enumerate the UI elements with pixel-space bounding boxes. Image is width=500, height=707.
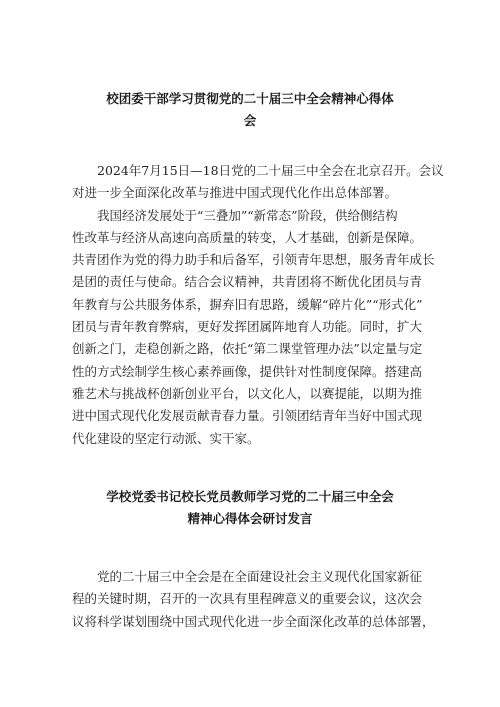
- text-line: 程的关键时期，召开的一次具有里程碑意义的重要会议，这次会: [72, 591, 423, 607]
- article-body-2: [72, 566, 435, 633]
- text-line: 性改革与经济从高速向高质量的转变，人才基础，创新是保障。: [72, 229, 423, 245]
- article-title-2: [70, 486, 430, 530]
- text-line: 雅艺术与挑战杯创新创业平台，以文化人，以赛提能，以期为推: [72, 385, 423, 401]
- title-line: 校团委干部学习贯彻党的二十届三中全会精神心得体: [106, 91, 394, 106]
- paragraph: [72, 566, 435, 633]
- text-line: 我国经济发展处于“三叠加”“新常态”阶段，供给侧结构: [97, 207, 398, 223]
- text-line: 2024年7月15日—18日党的二十届三中全会在北京召开。会议: [97, 163, 444, 178]
- title-line: 会: [243, 113, 257, 128]
- paragraph: [72, 205, 435, 450]
- text-line: 议将科学谋划围绕中国式现代化进一步全面深化改革的总体部署，: [72, 613, 435, 629]
- paragraph: [72, 160, 444, 205]
- text-line: 对进一步全面深化改革与推进中国式现代化作出总体部署。: [72, 185, 398, 201]
- title-line: 学校党委书记校长党员教师学习党的二十届三中全会: [106, 489, 394, 504]
- text-line: 性的方式绘制学生核心素养画像，提供针对性制度保障。搭建高: [72, 363, 423, 379]
- text-line: 共青团作为党的得力助手和后备军，引领青年思想，服务青年成长: [72, 252, 435, 268]
- text-line: 创新之门，走稳创新之路，依托“第二课堂管理办法”以定量与定: [72, 341, 423, 357]
- article-body-1: [72, 160, 444, 450]
- text-line: 党的二十届三中全会是在全面建设社会主义现代化国家新征: [97, 569, 423, 584]
- text-line: 年教育与公共服务体系，摒弃旧有思路，缓解“碎片化”“形式化”: [72, 296, 423, 312]
- text-line: 进中国式现代化发展贡献青春力量。引领团结青年当好中国式现: [72, 408, 423, 424]
- text-line: 团员与青年教育弊病，更好发挥团属阵地育人功能。同时，扩大: [72, 319, 423, 335]
- title-line: 精神心得体会研讨发言: [187, 511, 313, 526]
- text-line: 代化建设的坚定行动派、实干家。: [72, 430, 260, 446]
- text-line: 是团的责任与使命。结合会议精神，共青团将不断优化团员与青: [72, 274, 423, 290]
- article-title-1: [70, 88, 430, 132]
